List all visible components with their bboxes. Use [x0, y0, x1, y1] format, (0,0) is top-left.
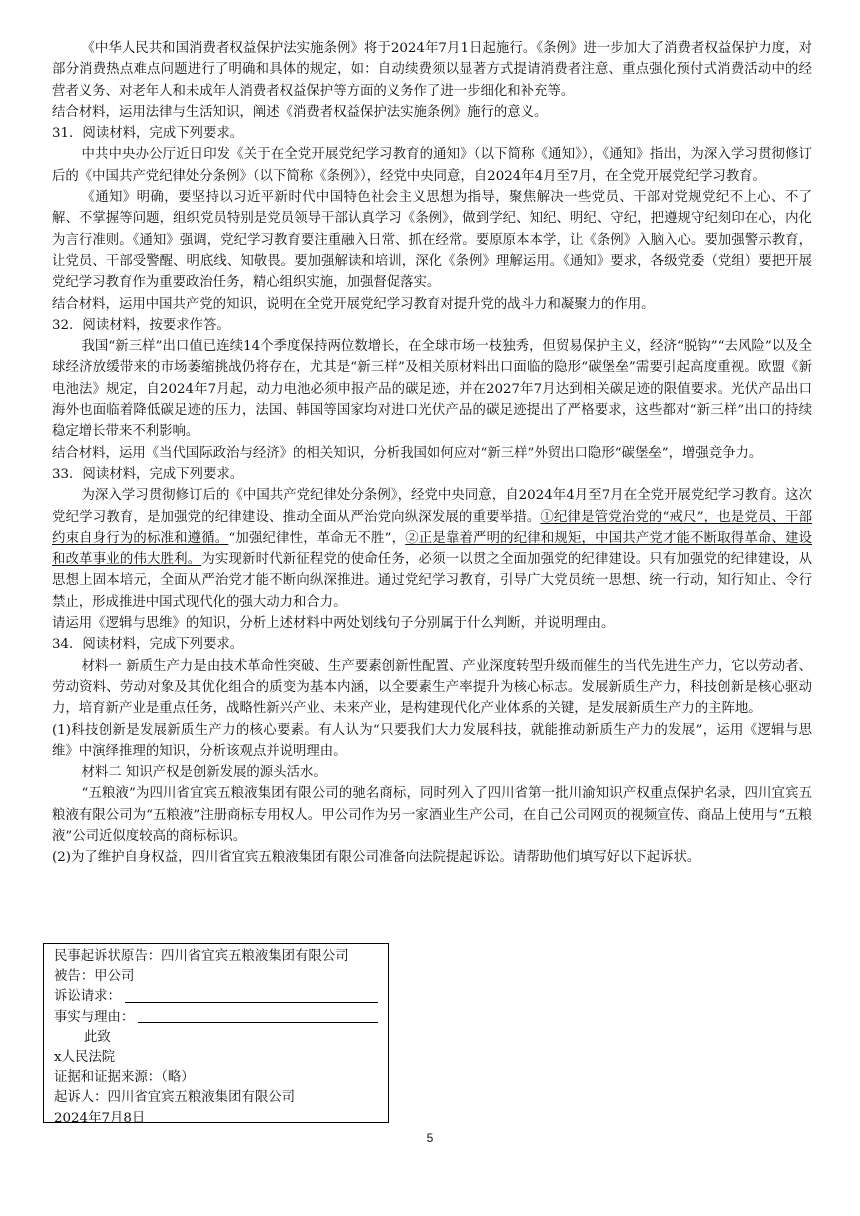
q33-material	[52, 485, 812, 613]
form-evidence: 证据和证据来源：（略）	[54, 1070, 195, 1086]
form-claims-row	[54, 987, 380, 1007]
q33-text-c: 为实现新时代新征程党的使命任务，必须一以贯之全面加强党的纪律建设。只有加强党的纪律建设，从思想上固本培元，全面从严治党才能不断向纵深推进。通过党纪学习教育，引导广大党员统一思想、统一行动，知行知止、令行禁止，形成推进中国式现代化的强大动力和合力。	[52, 552, 813, 610]
form-filer: 起诉人：四川省宜宾五粮液集团有限公司	[54, 1090, 296, 1106]
page-number: 5	[426, 1131, 434, 1145]
q30-material: 《中华人民共和国消费者权益保护法实施条例》将于2024年7月1日起施行。《条例》进一步加大了消费者权益保护力度，对部分消费热点难点问题进行了明确和具体的规定，如：自动续费须以显著方式提请消费者注意、重点强化预付式消费活动中的经营者义务、对老年人和未成年人消费者权益保护等方面的义务作了进一步细化和补充等。	[52, 41, 812, 99]
form-facts-blank[interactable]	[138, 1022, 378, 1023]
form-claims-blank[interactable]	[125, 1002, 378, 1003]
q32-task: 结合材料，运用《当代国际政治与经济》的相关知识，分析我国如何应对“新三样”外贸出口隐形“碳堡垒”，增强竞争力。	[52, 445, 763, 461]
q34-material-2: “五粮液”为四川省宜宾五粮液集团有限公司的驰名商标，同时列入了四川省第一批川渝知识产权重点保护名录，四川宜宾五粮液有限公司为“五粮液”注册商标专用权人。甲公司作为另一家酒业生产公司，在自己公司网页的视频宣传、商品上使用与“五粮液”公司近似度较高的商标标识。	[52, 786, 812, 844]
q33-heading: 33．阅读材料，完成下列要求。	[52, 466, 244, 482]
form-date: 2024年7月8日	[54, 1110, 146, 1126]
q32-material: 我国“新三样”出口值已连续14个季度保持两位数增长，在全球市场一枝独秀，但贸易保护主义，经济“脱钩”“去风险”以及全球经济放缓带来的市场萎缩挑战仍将存在，尤其是“新三样”及相关原材料出口面临的隐形“碳堡垒”需要引起高度重视。欧盟《新电池法》规定，自2024年7月起，动力电池必须申报产品的碳足迹，并在2027年7月达到相关碳足迹的限值要求。光伏产品出口海外也面临着降低碳足迹的压力，法国、韩国等国家均对进口光伏产品的碳足迹提出了严格要求，这些都对“新三样”出口的持续稳定增长带来不利影响。	[52, 339, 812, 440]
q33-text-b: “加强纪律性，革命无不胜”，	[228, 530, 406, 546]
q32-heading: 32．阅读材料，按要求作答。	[52, 317, 230, 333]
form-plaintiff: 民事起诉状原告：四川省宜宾五粮液集团有限公司	[54, 949, 349, 964]
q33-task: 请运用《逻辑与思维》的知识，分析上述材料中两处划线句子分别属于什么判断，并说明理由。	[52, 616, 615, 632]
form-court: x人民法院	[54, 1050, 116, 1066]
complaint-form	[43, 943, 389, 1126]
form-defendant: 被告：甲公司	[54, 969, 135, 985]
q33-underlined-sentence-2: ②正是靠着严明的纪律和规矩，中国共产党才能不断取得革命、建设和改革事业的伟大胜利。	[52, 530, 813, 568]
form-claims-label: 诉讼请求：	[54, 989, 121, 1005]
q31-material-1: 中共中央办公厅近日印发《关于在全党开展党纪学习教育的通知》（以下简称《通知》），《通知》指出，为深入学习贯彻修订后的《中国共产党纪律处分条例》（以下简称《条例》），经党中央同意，自2024年4月至7月，在全党开展党纪学习教育。	[52, 147, 812, 184]
q34-material-1: 材料一 新质生产力是由技术革命性突破、生产要素创新性配置、产业深度转型升级而催生的当代先进生产力，它以劳动者、劳动资料、劳动对象及其优化组合的质变为基本内涵，以全要素生产率提升为核心标志。发展新质生产力，科技创新是核心驱动力，培育新产业是重点任务，战略性新兴产业、未来产业，是构建现代化产业体系的关键，是发展新质生产力的主阵地。	[52, 658, 812, 717]
q31-task: 结合材料，运用中国共产党的知识，说明在全党开展党纪学习教育对提升党的战斗力和凝聚力的作用。	[52, 296, 655, 312]
form-salutation: 此致	[84, 1029, 111, 1045]
form-facts-label: 事实与理由：	[54, 1009, 135, 1025]
q31-heading: 31．阅读材料，完成下列要求。	[52, 126, 244, 142]
q34-task-1: (1)科技创新是发展新质生产力的核心要素。有人认为“只要我们大力发展科技，就能推动新质生产力的发展”，运用《逻辑与思维》中演绎推理的知识，分析该观点并说明理由。	[52, 722, 812, 759]
form-facts-row	[54, 1008, 380, 1028]
q34-heading: 34．阅读材料，完成下列要求。	[52, 637, 244, 653]
q33-underlined-sentence-1: ①纪律是管党治党的“戒尺”，也是党员、干部约束自身行为的标准和遵循。	[52, 509, 812, 546]
document-body	[52, 38, 812, 869]
q34-task-2: (2)为了维护自身权益，四川省宜宾五粮液集团有限公司准备向法院提起诉讼。请帮助他们填写好以下起诉状。	[52, 850, 701, 866]
q34-material-2-title: 材料二 知识产权是创新发展的源头活水。	[81, 765, 327, 781]
q33-text-a: 为深入学习贯彻修订后的《中国共产党纪律处分条例》，经党中央同意，自2024年4月至7月在全党开展党纪学习教育。这次党纪学习教育，是加强党的纪律建设、推动全面从严治党向纵深发展的重要举措。	[52, 488, 812, 525]
q31-material-2: 《通知》明确，要坚持以习近平新时代中国特色社会主义思想为指导，聚焦解决一些党员、干部对党规党纪不上心、不了解、不掌握等问题，组织党员特别是党员领导干部认真学习《条例》，做到学纪、知纪、明纪、守纪，把遵规守纪刻印在心，内化为言行准则。《通知》强调，党纪学习教育要注重融入日常、抓在经常。要原原本本学，让《条例》入脑入心。要加强警示教育，让党员、干部受警醒、明底线、知敬畏。要加强解读和培训，深化《条例》理解运用。《通知》要求，各级党委（党组）要把开展党纪学习教育作为重要政治任务，精心组织实施，加强督促落实。	[52, 190, 812, 291]
q30-task: 结合材料，运用法律与生活知识，阐述《消费者权益保护法实施条例》施行的意义。	[52, 104, 548, 120]
